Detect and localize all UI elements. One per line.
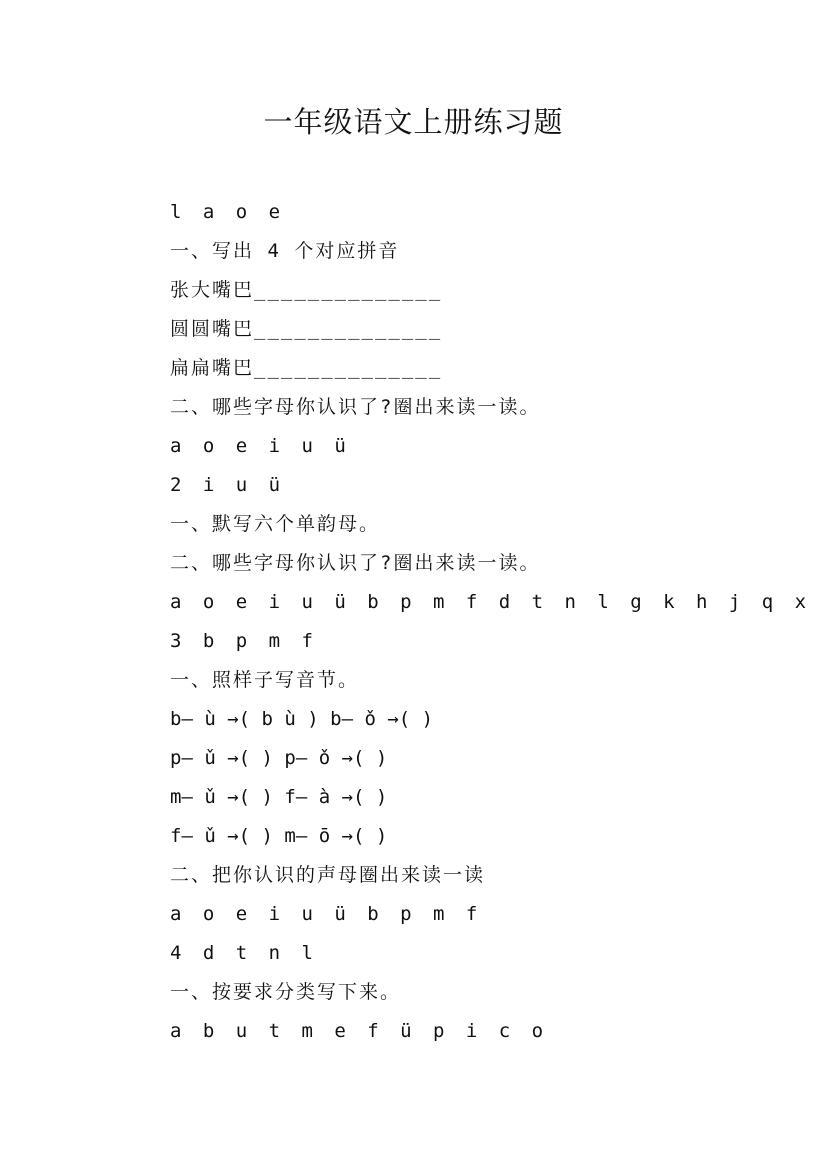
exercise-line: b— ù →( b ù ) b— ǒ →( ) (170, 708, 434, 730)
exercise-line: 二、把你认识的声母圈出来读一读 (170, 864, 486, 886)
exercise-line: 4 d t n l (170, 942, 318, 964)
exercise-line: 张大嘴巴______________ (170, 279, 443, 301)
exercise-line: a o e i u ü b p m f d t n l g k h j q x (170, 591, 812, 613)
exercise-line: 一、默写六个单韵母。 (170, 513, 381, 535)
exercise-line: m— ǔ →( ) f— à →( ) (170, 786, 388, 808)
exercise-line: 一、照样子写音节。 (170, 669, 360, 691)
exercise-line: a o e i u ü b p m f (170, 903, 483, 925)
exercise-line: 二、哪些字母你认识了?圈出来读一读。 (170, 396, 541, 418)
exercise-line: 一、写出 4 个对应拼音 (170, 240, 400, 262)
exercise-line: 一、按要求分类写下来。 (170, 981, 402, 1003)
document-title: 一年级语文上册练习题 (263, 105, 564, 139)
exercise-line: 2 i u ü (170, 474, 286, 496)
exercise-line: a b u t m e f ü p i c o (170, 1020, 549, 1042)
exercise-body (170, 196, 812, 1054)
exercise-line: 扁扁嘴巴______________ (170, 357, 443, 379)
exercise-line: f— ǔ →( ) m— ō →( ) (170, 825, 388, 847)
exercise-line: 圆圆嘴巴______________ (170, 318, 443, 340)
exercise-line: 二、哪些字母你认识了?圈出来读一读。 (170, 552, 541, 574)
exercise-line: a o e i u ü (170, 435, 351, 457)
exercise-line: l a o e (170, 201, 286, 223)
exercise-line: 3 b p m f (170, 630, 318, 652)
exercise-line: p— ǔ →( ) p— ǒ →( ) (170, 747, 388, 769)
